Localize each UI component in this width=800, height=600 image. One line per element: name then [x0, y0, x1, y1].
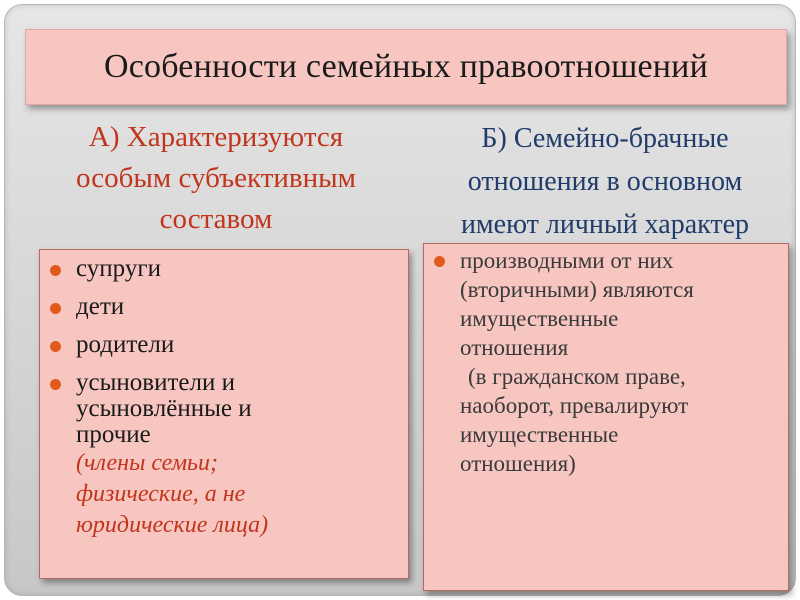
list-item — [48, 370, 398, 541]
list-item-text: (вторичными) являются — [460, 277, 694, 302]
list-item — [432, 246, 782, 478]
slide-title: Особенности семейных правоотношений — [104, 48, 708, 85]
bullet-dot-icon — [50, 341, 61, 352]
column-a-list — [48, 256, 398, 553]
list-item — [48, 294, 398, 320]
bullet-dot-icon — [50, 379, 61, 390]
column-b-heading-line: отношения в основном — [467, 166, 743, 197]
list-item-text: отношения — [460, 335, 569, 360]
list-item-note: физические, а не — [76, 481, 246, 507]
list-item — [48, 332, 398, 358]
column-a-heading-line: А) Характеризуются — [88, 121, 344, 153]
column-a-heading-line: особым субъективным — [76, 162, 356, 194]
slide-background — [4, 4, 796, 596]
column-b-heading-line: имеют личный характер — [460, 209, 750, 240]
list-item-note: (члены семьи; — [76, 450, 218, 476]
title-box — [25, 29, 787, 105]
list-item — [48, 256, 398, 282]
column-b-heading-line: Б) Семейно-брачные — [481, 123, 729, 154]
column-b-heading — [417, 117, 793, 246]
bullet-dot-icon — [50, 303, 61, 314]
list-item-note: отношения) — [460, 451, 576, 476]
list-item-note: юридические лица) — [76, 512, 269, 538]
column-a-panel — [39, 249, 409, 579]
column-a-heading — [31, 117, 401, 240]
list-item-text: усыновлённые и — [76, 395, 252, 422]
list-item-text: прочие — [76, 421, 151, 448]
bullet-dot-icon — [434, 256, 445, 267]
column-b-list — [432, 246, 782, 478]
list-item-note: (в гражданском праве, — [468, 364, 686, 389]
column-b-panel — [423, 243, 789, 591]
list-item-text: производными от них — [460, 248, 674, 273]
list-item-text: супруги — [76, 255, 161, 282]
list-item-note: имущественные — [460, 422, 619, 447]
column-a-heading-line: составом — [159, 203, 273, 235]
list-item-text: имущественные — [460, 306, 619, 331]
list-item-text: дети — [76, 293, 125, 320]
list-item-note: наоборот, превалируют — [460, 393, 689, 418]
bullet-dot-icon — [50, 265, 61, 276]
list-item-text: родители — [76, 331, 175, 358]
list-item-text: усыновители и — [76, 369, 235, 396]
